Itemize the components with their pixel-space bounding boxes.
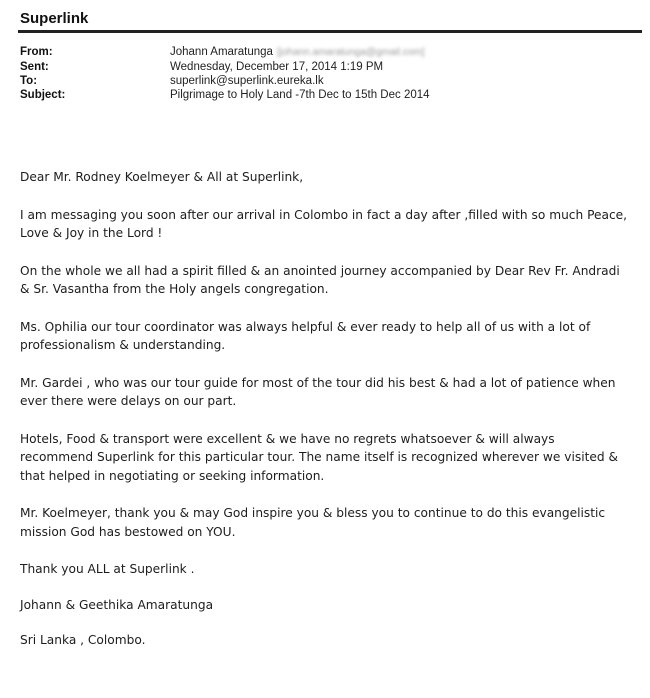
- sent-row: [20, 60, 430, 74]
- paragraph-arrival: I am messaging you soon after our arrival in Colombo in fact a day after ,filled with so much Peace, Love & Joy in the Lord !: [20, 207, 628, 240]
- paragraph-coordinator: Ms. Ophilia our tour coordinator was always helpful & ever ready to help all of us with a lot of professionalism & understanding.: [20, 319, 591, 352]
- from-value: [170, 45, 424, 60]
- paragraph-guide: Mr. Gardei , who was our tour guide for most of the tour did his best & had a lot of patience when ever there were delays on our part.: [20, 375, 616, 408]
- paragraph-journey: On the whole we all had a spirit filled & an anointed journey accompanied by Dear Rev Fr. Andradi & Sr. Vasantha from the Holy angels congregation.: [20, 263, 620, 296]
- paragraph-services: Hotels, Food & transport were excellent & we have no regrets whatsoever & will always recommend Superlink for this particular tour. The name itself is recognized wherever we visited & that helped in negotiating or seeking information.: [20, 431, 618, 483]
- email-headers: [20, 45, 430, 102]
- paragraph-thanks-koelmeyer: Mr. Koelmeyer, thank you & may God inspire you & bless you to continue to do this evangelistic mission God has bestowed on YOU.: [20, 506, 606, 539]
- subject-value: Pilgrimage to Holy Land -7th Dec to 15th Dec 2014: [170, 89, 430, 101]
- from-row: [20, 45, 430, 60]
- sent-value: Wednesday, December 17, 2014 1:19 PM: [170, 61, 384, 73]
- sent-label: Sent:: [20, 61, 49, 73]
- greeting: Dear Mr. Rodney Koelmeyer & All at Superlink,: [20, 170, 304, 184]
- brand-title: Superlink: [20, 10, 89, 27]
- to-label: To:: [20, 75, 38, 87]
- from-name: Johann Amaratunga: [170, 46, 273, 58]
- thanks-line: Thank you ALL at Superlink .: [20, 562, 195, 576]
- from-label: From:: [20, 46, 53, 58]
- signature: Johann & Geethika Amaratunga: [20, 597, 214, 612]
- location: Sri Lanka , Colombo.: [20, 633, 146, 647]
- subject-row: [20, 88, 430, 102]
- to-value: superlink@superlink.eureka.lk: [170, 75, 324, 87]
- subject-label: Subject:: [20, 89, 66, 101]
- email-body: [20, 168, 630, 667]
- header-divider: [18, 30, 642, 33]
- to-row: [20, 74, 430, 88]
- from-email-redacted: [johann.amaratunga@gmail.com]: [276, 47, 425, 58]
